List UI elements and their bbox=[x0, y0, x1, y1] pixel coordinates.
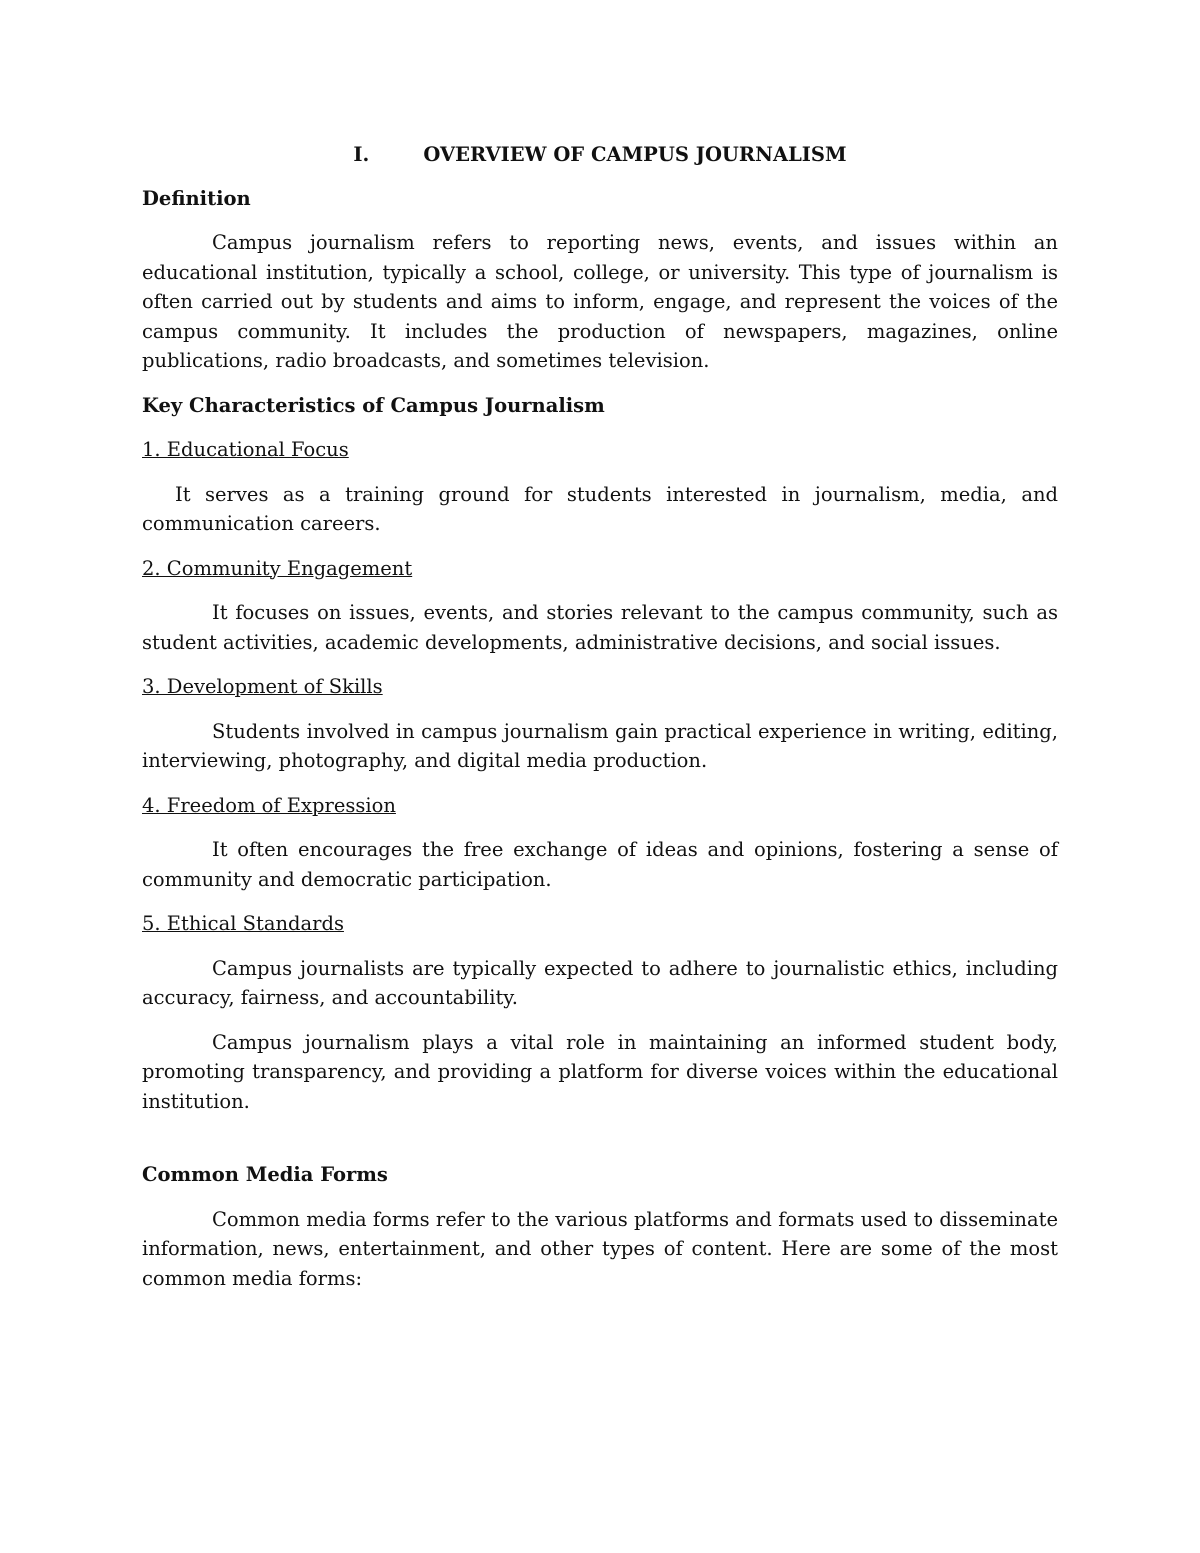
paragraph-spacer bbox=[142, 1131, 1058, 1160]
characteristic-title: 3. Development of Skills bbox=[142, 675, 383, 698]
key-characteristics-heading: Key Characteristics of Campus Journalism bbox=[142, 393, 605, 417]
characteristic-paragraph: It focuses on issues, events, and stories relevant to the campus community, such as student activities, academic developments, administrative decisions, and social issues. bbox=[142, 601, 1058, 654]
characteristic-paragraph: It often encourages the free exchange of ideas and opinions, fostering a sense of community and democratic participation. bbox=[142, 838, 1058, 891]
definition-paragraph: Campus journalism refers to reporting news, events, and issues within an educational institution, typically a school, college, or university. This type of journalism is often carried out by students and aims to inform, engage, and represent the voices of the campus community. It includes the production of newspapers, magazines, online publications, radio broadcasts, and sometimes television. bbox=[142, 231, 1058, 372]
characteristic-title: 5. Ethical Standards bbox=[142, 912, 344, 935]
closing-paragraph: Campus journalism plays a vital role in maintaining an informed student body, promoting transparency, and providing a platform for diverse voices within the educational institution. bbox=[142, 1030, 1058, 1113]
section-title-text: OVERVIEW OF CAMPUS JOURNALISM bbox=[423, 143, 847, 166]
characteristic-paragraph: It serves as a training ground for students interested in journalism, media, and communication careers. bbox=[142, 482, 1058, 535]
characteristic-title: 1. Educational Focus bbox=[142, 438, 349, 461]
section-number: I. bbox=[353, 143, 370, 166]
definition-heading: Definition bbox=[142, 186, 251, 210]
media-forms-heading: Common Media Forms bbox=[142, 1163, 388, 1186]
section-title bbox=[142, 140, 1058, 170]
characteristic-title: 4. Freedom of Expression bbox=[142, 793, 396, 817]
characteristic-title: 2. Community Engagement bbox=[142, 556, 413, 580]
characteristic-paragraph: Students involved in campus journalism gain practical experience in writing, editing, interviewing, photography, and digital media production. bbox=[142, 719, 1058, 772]
document-content bbox=[142, 140, 1058, 1308]
characteristic-paragraph: Campus journalists are typically expected to adhere to journalistic ethics, including accuracy, fairness, and accountability. bbox=[142, 956, 1058, 1009]
media-forms-paragraph: Common media forms refer to the various platforms and formats used to disseminate information, news, entertainment, and other types of content. Here are some of the most common media forms: bbox=[142, 1207, 1058, 1290]
